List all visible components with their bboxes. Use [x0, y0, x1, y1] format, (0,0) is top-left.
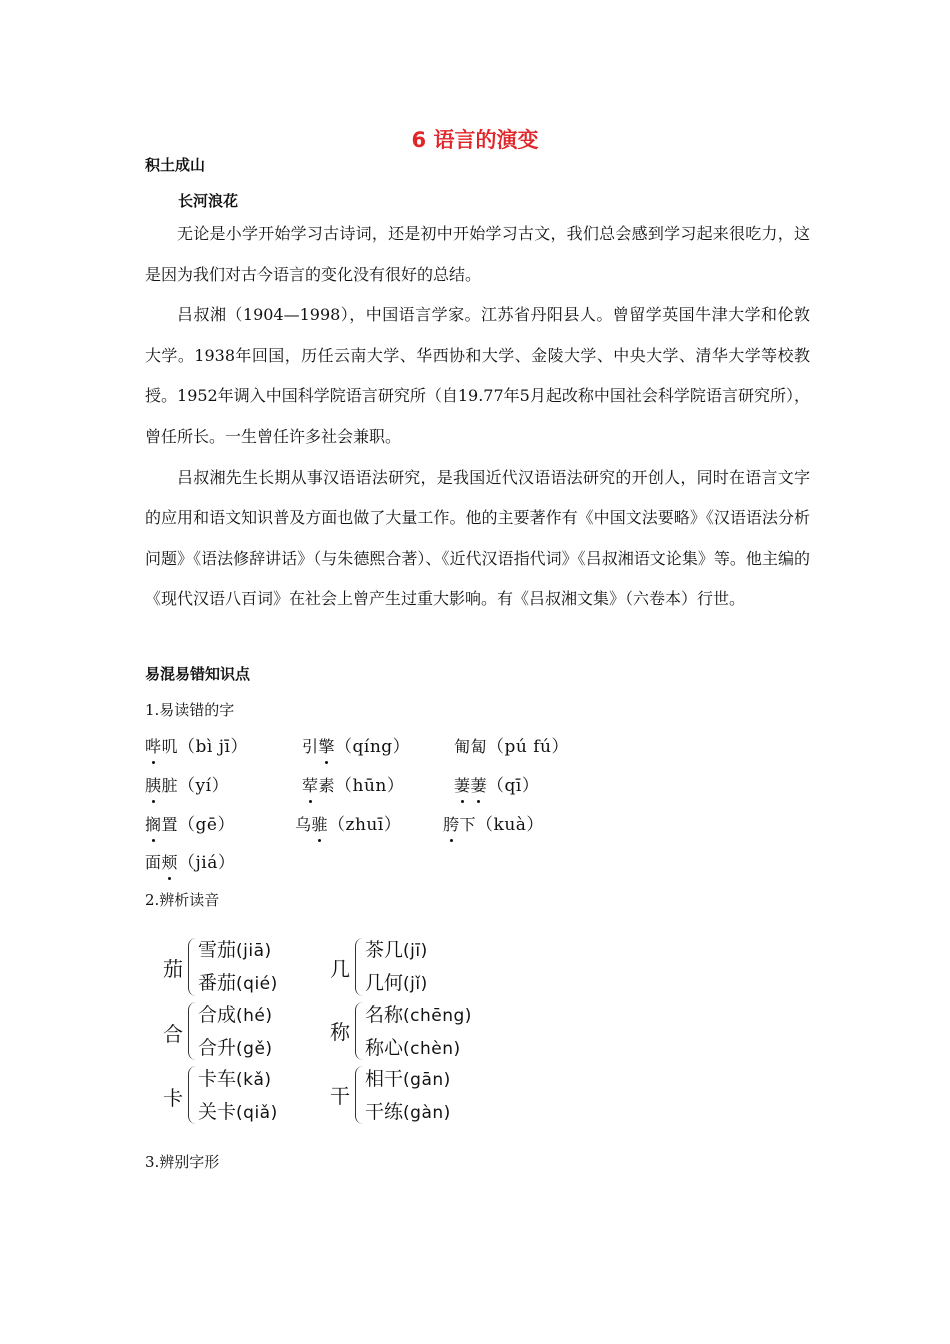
pron-item [365, 1097, 451, 1124]
word-char: 萋 [454, 773, 471, 796]
word-char: 胰 [145, 773, 162, 796]
pron-pinyin: (jiā) [236, 941, 272, 961]
section-heading-changhe: 长河浪花 [178, 192, 239, 210]
brace [355, 938, 364, 996]
easy-word [454, 732, 569, 757]
easy-word [145, 732, 248, 757]
word-pinyin: （qíng） [335, 737, 411, 757]
easy-word [443, 810, 544, 835]
easy-word [454, 771, 539, 796]
section-heading-yihun: 易混易错知识点 [145, 665, 251, 683]
pron-item [198, 1097, 278, 1124]
pron-pinyin: (gàn) [403, 1103, 451, 1123]
article-body [145, 214, 810, 620]
easy-word [145, 848, 235, 873]
word-char: 面 [145, 853, 162, 872]
word-char: 胯 [443, 812, 460, 835]
word-char: 置 [161, 815, 179, 834]
word-char: 哔 [145, 734, 162, 757]
word-char: 颊 [162, 850, 179, 873]
easy-word [295, 810, 401, 835]
list-label-3: 3.辨别字形 [145, 1153, 220, 1171]
pron-item [365, 1064, 451, 1091]
pron-item [365, 1033, 461, 1060]
pron-word: 干练 [365, 1101, 404, 1123]
pron-pinyin: (hé) [236, 1006, 273, 1026]
pron-item [198, 935, 272, 962]
pron-item [198, 968, 278, 995]
easy-word [302, 771, 404, 796]
word-char: 匍 [454, 737, 471, 756]
word-char: 荤 [302, 773, 319, 796]
word-pinyin: （pú fú） [487, 737, 570, 757]
pron-item [198, 1033, 273, 1060]
pron-word: 番茄 [198, 972, 237, 994]
paragraph-2: 吕叔湘（1904—1998），中国语言学家。江苏省丹阳县人。曾留学英国牛津大学和伦敦大学。1938年回国，历任云南大学、华西协和大学、金陵大学、中央大学、清华大学等校教授。1952年调入中国科学院语言研究所（自19.77年5月起改称中国社会科学院语言研究所），曾任所长。一生曾任许多社会兼职。 [145, 305, 810, 446]
word-pinyin: （gē） [178, 815, 235, 835]
pron-word: 合升 [198, 1037, 237, 1059]
easy-word [145, 810, 235, 835]
pron-pinyin: (jī) [403, 941, 428, 961]
word-pinyin: （hūn） [335, 776, 405, 796]
paragraph-1: 无论是小学开始学习古诗词，还是初中开始学习古文，我们总会感到学习起来很吃力，这是因为我们对古今语言的变化没有很好的总结。 [145, 224, 810, 284]
group-char: 茄 [163, 957, 183, 981]
word-pinyin: （zhuī） [328, 815, 402, 835]
pron-word: 名称 [365, 1004, 404, 1026]
brace [355, 1002, 364, 1060]
pron-word: 茶几 [365, 939, 404, 961]
word-char: 骓 [312, 812, 329, 835]
word-char: 匐 [470, 737, 488, 756]
brace [188, 1002, 197, 1060]
group-char: 干 [330, 1084, 350, 1108]
pron-word: 卡车 [198, 1068, 237, 1090]
pron-pinyin: (chēng) [403, 1006, 472, 1026]
group-char: 称 [330, 1020, 350, 1044]
group-char: 卡 [163, 1086, 183, 1110]
word-pinyin: （bì jī） [178, 737, 248, 757]
word-pinyin: （kuà） [476, 815, 544, 835]
word-char: 擎 [319, 734, 336, 757]
word-char: 萋 [471, 773, 488, 796]
word-char: 乌 [295, 815, 312, 834]
page-title: 6 语言的演变 [411, 128, 539, 152]
paragraph-3: 吕叔湘先生长期从事汉语语法研究，是我国近代汉语语法研究的开创人，同时在语言文字的应用和语文知识普及方面也做了大量工作。他的主要著作有《中国文法要略》《汉语语法分析问题》《语法修辞讲话》（与朱德熙合著）、《近代汉语指代词》《吕叔湘语文论集》等。他主编的《现代汉语八百词》在社会上曾产生过重大影响。有《吕叔湘文集》（六卷本）行世。 [145, 467, 810, 609]
pron-item [365, 935, 428, 962]
word-char: 脏 [161, 776, 179, 795]
pron-item [198, 1064, 272, 1091]
pron-pinyin: (chèn) [403, 1039, 461, 1059]
pron-item [365, 1000, 472, 1027]
word-char: 下 [459, 815, 477, 834]
pron-pinyin: (qié) [236, 974, 278, 994]
pronunciation-diagram [160, 930, 500, 1130]
group-char: 几 [330, 957, 350, 981]
group-char: 合 [163, 1022, 183, 1046]
list-label-2: 2.辨析读音 [145, 891, 220, 909]
pron-word: 称心 [365, 1037, 404, 1059]
pron-pinyin: (qiǎ) [236, 1103, 278, 1123]
brace [188, 1066, 197, 1124]
word-char: 素 [318, 776, 336, 795]
pron-word: 几何 [365, 972, 404, 994]
section-heading-jitu: 积土成山 [145, 156, 206, 174]
brace [355, 1066, 364, 1124]
pron-word: 关卡 [198, 1101, 237, 1123]
word-pinyin: （jiá） [178, 853, 236, 873]
pron-item [198, 1000, 273, 1027]
pron-pinyin: (gě) [236, 1039, 273, 1059]
word-char: 搁 [145, 812, 162, 835]
list-label-1: 1.易读错的字 [145, 701, 235, 719]
word-char: 叽 [161, 737, 179, 756]
pron-pinyin: (jǐ) [403, 974, 428, 994]
pron-word: 合成 [198, 1004, 237, 1026]
pron-pinyin: (kǎ) [236, 1070, 272, 1090]
easy-word [145, 771, 229, 796]
pron-pinyin: (gān) [403, 1070, 451, 1090]
pron-word: 相干 [365, 1068, 404, 1090]
word-char: 引 [302, 737, 319, 756]
brace [188, 938, 197, 996]
pron-item [365, 968, 428, 995]
pron-word: 雪茄 [198, 939, 237, 961]
word-pinyin: （yí） [178, 776, 230, 796]
easy-word [302, 732, 410, 757]
word-pinyin: （qī） [487, 776, 540, 796]
